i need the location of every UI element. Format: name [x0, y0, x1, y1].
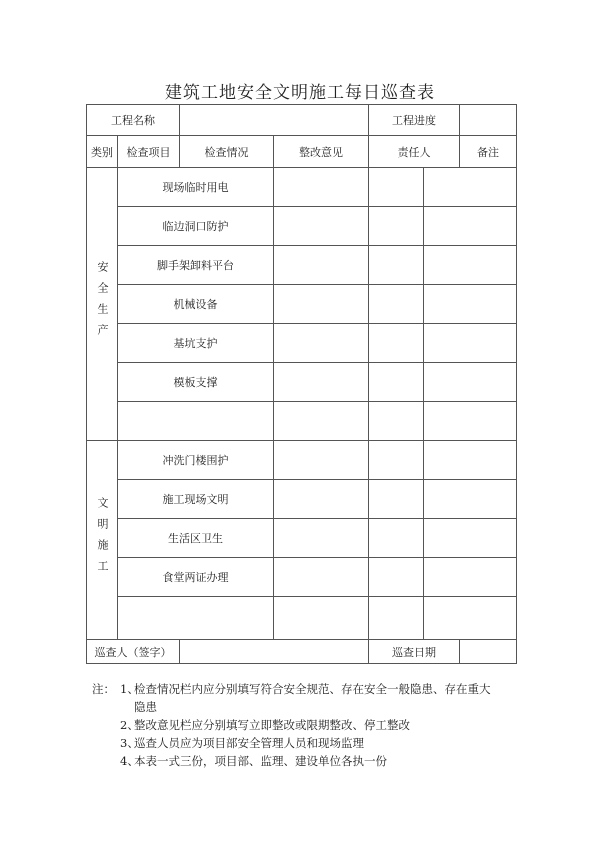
note-number: 3、	[120, 736, 139, 750]
opinion-cell[interactable]	[369, 558, 424, 597]
table-row	[87, 441, 517, 480]
opinion-cell[interactable]	[369, 324, 424, 363]
footer-row	[87, 640, 517, 664]
col-header-status: 检查情况	[180, 136, 274, 168]
responsible-cell[interactable]	[424, 558, 517, 597]
category-label: 安全生产	[96, 260, 109, 345]
responsible-cell[interactable]	[424, 168, 517, 207]
opinion-cell[interactable]	[369, 246, 424, 285]
note-text: 检查情况栏内应分别填写符合安全规范、存在安全一般隐患、存在重大	[134, 682, 491, 696]
status-cell[interactable]	[274, 441, 369, 480]
note-text: 本表一式三份，项目部、监理、建设单位各执一份	[134, 754, 387, 768]
check-item[interactable]	[118, 597, 274, 640]
check-item: 冲洗门楼围护	[118, 441, 274, 480]
table-row	[87, 558, 517, 597]
note-line	[92, 734, 522, 752]
responsible-cell[interactable]	[424, 285, 517, 324]
responsible-cell[interactable]	[424, 363, 517, 402]
status-cell[interactable]	[274, 558, 369, 597]
status-cell[interactable]	[274, 402, 369, 441]
status-cell[interactable]	[274, 207, 369, 246]
note-number: 1、	[120, 682, 139, 696]
table-row	[87, 402, 517, 441]
check-item: 临边洞口防护	[118, 207, 274, 246]
page-title: 建筑工地安全文明施工每日巡查表	[165, 83, 435, 103]
status-cell[interactable]	[274, 480, 369, 519]
check-item: 生活区卫生	[118, 519, 274, 558]
note-number: 2、	[120, 718, 139, 732]
note-text: 整改意见栏应分别填写立即整改或限期整改、停工整改	[134, 718, 410, 732]
opinion-cell[interactable]	[369, 207, 424, 246]
category-label: 文明施工	[96, 496, 109, 581]
status-cell[interactable]	[274, 285, 369, 324]
note-line	[92, 752, 522, 770]
responsible-cell[interactable]	[424, 402, 517, 441]
check-item: 施工现场文明	[118, 480, 274, 519]
inspection-table	[86, 104, 517, 664]
project-progress-field[interactable]	[460, 105, 517, 136]
col-header-opinion: 整改意见	[274, 136, 369, 168]
project-progress-label: 工程进度	[369, 105, 460, 136]
notes-prefix: 注：	[92, 682, 115, 696]
table-row	[87, 480, 517, 519]
table-row	[87, 168, 517, 207]
responsible-cell[interactable]	[424, 324, 517, 363]
table-row	[87, 285, 517, 324]
inspector-signature-field[interactable]	[180, 640, 369, 664]
responsible-cell[interactable]	[424, 519, 517, 558]
responsible-cell[interactable]	[424, 246, 517, 285]
note-line	[92, 716, 522, 734]
opinion-cell[interactable]	[369, 441, 424, 480]
opinion-cell[interactable]	[369, 402, 424, 441]
note-continuation: 隐患	[134, 700, 157, 714]
responsible-cell[interactable]	[424, 597, 517, 640]
check-item: 食堂两证办理	[118, 558, 274, 597]
table-row	[87, 363, 517, 402]
notes	[92, 680, 522, 770]
table-row	[87, 246, 517, 285]
responsible-cell[interactable]	[424, 207, 517, 246]
check-item: 模板支撑	[118, 363, 274, 402]
opinion-cell[interactable]	[369, 285, 424, 324]
status-cell[interactable]	[274, 597, 369, 640]
status-cell[interactable]	[274, 246, 369, 285]
category-safety	[87, 168, 118, 441]
table-row	[87, 207, 517, 246]
opinion-cell[interactable]	[369, 363, 424, 402]
status-cell[interactable]	[274, 324, 369, 363]
check-item: 基坑支护	[118, 324, 274, 363]
table-row	[87, 324, 517, 363]
table-row	[87, 597, 517, 640]
header-row	[87, 105, 517, 136]
opinion-cell[interactable]	[369, 168, 424, 207]
check-item: 机械设备	[118, 285, 274, 324]
status-cell[interactable]	[274, 363, 369, 402]
column-header-row	[87, 136, 517, 168]
col-header-remark: 备注	[460, 136, 517, 168]
table-row	[87, 519, 517, 558]
col-header-item: 检查项目	[118, 136, 180, 168]
check-item: 现场临时用电	[118, 168, 274, 207]
project-name-label: 工程名称	[87, 105, 180, 136]
responsible-cell[interactable]	[424, 441, 517, 480]
project-name-field[interactable]	[180, 105, 369, 136]
col-header-responsible: 责任人	[369, 136, 460, 168]
note-number: 4、	[120, 754, 139, 768]
col-header-category: 类别	[87, 136, 118, 168]
inspection-date-label: 巡查日期	[369, 640, 460, 664]
note-line	[92, 680, 522, 698]
category-civilized	[87, 441, 118, 640]
check-item[interactable]	[118, 402, 274, 441]
inspector-label: 巡查人（签字）	[87, 640, 180, 664]
note-text: 巡查人员应为项目部安全管理人员和现场监理	[134, 736, 364, 750]
status-cell[interactable]	[274, 519, 369, 558]
opinion-cell[interactable]	[369, 519, 424, 558]
inspection-date-field[interactable]	[460, 640, 517, 664]
opinion-cell[interactable]	[369, 480, 424, 519]
check-item: 脚手架卸料平台	[118, 246, 274, 285]
opinion-cell[interactable]	[369, 597, 424, 640]
status-cell[interactable]	[274, 168, 369, 207]
responsible-cell[interactable]	[424, 480, 517, 519]
